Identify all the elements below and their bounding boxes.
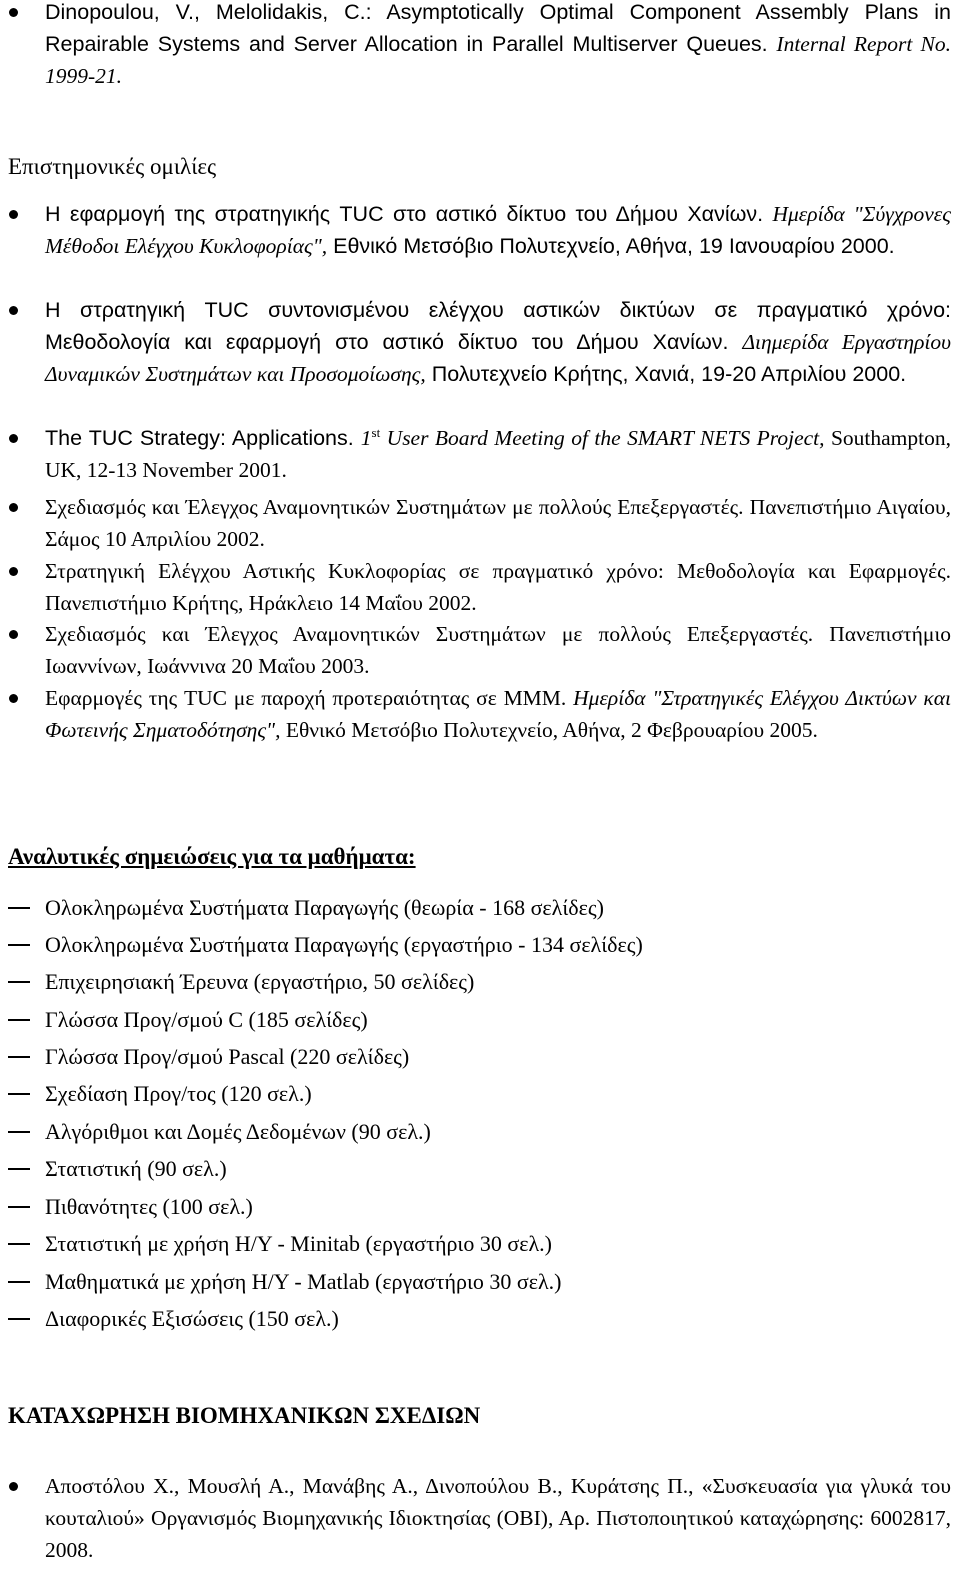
- talk-item: [45, 618, 951, 682]
- note-text: Αλγόριθμοι και Δομές Δεδομένων (90 σελ.): [45, 1119, 431, 1144]
- talk-place: Πολυτεχνείο Κρήτης, Χανιά, 19-20 Απριλίου 2000.: [425, 362, 907, 386]
- note-item: [45, 1303, 339, 1335]
- talk-place: Πανεπιστήμιο Αιγαίου, Σάμος 10 Απριλίου 2002.: [45, 495, 951, 551]
- note-text: Σχεδίαση Προγ/τος (120 σελ.): [45, 1081, 312, 1106]
- reference-title: Asymptotically Optimal Component Assembly Plans in Repairable Systems and Server Allocation in Parallel Multiserver Queues.: [45, 0, 951, 56]
- talk-title: The TUC Strategy: Applications.: [45, 426, 361, 450]
- dash-icon: [8, 1056, 30, 1058]
- reference-entry: [45, 0, 951, 92]
- note-text: Μαθηματικά με χρήση Η/Υ - Matlab (εργαστήριο 30 σελ.): [45, 1269, 562, 1294]
- dash-icon: [8, 1281, 30, 1283]
- dash-icon: [8, 981, 30, 983]
- note-item: [45, 966, 474, 998]
- bullet-icon: [9, 567, 18, 576]
- talk-title: Σχεδιασμός και Έλεγχος Αναμονητικών Συστημάτων με πολλούς Επεξεργαστές.: [45, 495, 744, 519]
- talk-place: Πανεπιστήμιο Κρήτης, Ηράκλειο 14 Μαΐου 2002.: [45, 591, 477, 615]
- dash-icon: [8, 944, 30, 946]
- talk-event: Διημερίδα Εργαστηρίου Δυναμικών Συστημάτων και Προσομοίωσης,: [45, 330, 951, 386]
- note-text: Γλώσσα Προγ/σμού C (185 σελίδες): [45, 1007, 368, 1032]
- note-text: Πιθανότητες (100 σελ.): [45, 1194, 253, 1219]
- talk-event: Ημερίδα "Σύγχρονες Μέθοδοι Ελέγχου Κυκλοφορίας",: [45, 202, 951, 258]
- design-authors: Αποστόλου Χ., Μουσλή Α., Μανάβης Α., Δινοπούλου Β., Κυράτσης Π.,: [45, 1474, 702, 1498]
- bullet-icon: [9, 694, 18, 703]
- dash-icon: [8, 1131, 30, 1133]
- note-text: Στατιστική με χρήση Η/Υ - Minitab (εργαστήριο 30 σελ.): [45, 1231, 552, 1256]
- note-item: [45, 892, 604, 924]
- talk-place: Southampton, UK, 12-13 November 2001.: [45, 426, 952, 482]
- design-item: [45, 1470, 951, 1566]
- talk-event-ordinal: st: [371, 424, 381, 440]
- talk-item: [45, 198, 951, 262]
- talk-event: User Board Meeting of the SMART NETS Project,: [380, 426, 825, 450]
- talk-event-number: 1: [360, 426, 372, 450]
- talk-item: [45, 422, 951, 486]
- design-title: «Συσκευασία για γλυκά του κουταλιού»: [45, 1474, 951, 1530]
- note-text: Ολοκληρωμένα Συστήματα Παραγωγής (θεωρία - 168 σελίδες): [45, 895, 604, 920]
- talk-item: [45, 491, 951, 555]
- dash-icon: [8, 1168, 30, 1170]
- reference-authors: Dinopoulou, V., Melolidakis, C.:: [45, 0, 387, 24]
- dash-icon: [8, 1206, 30, 1208]
- talk-title: Η στρατηγική TUC συντονισμένου ελέγχου αστικών δικτύων σε πραγματικό χρόνο: Μεθοδολογία και εφαρμογή στο αστικό δίκτυο του Δήμου Χανίων.: [45, 298, 951, 354]
- talk-place: Εθνικό Μετσόβιο Πολυτεχνείο, Αθήνα, 19 Ιανουαρίου 2000.: [327, 234, 895, 258]
- talk-title: Στρατηγική Ελέγχου Αστικής Κυκλοφορίας σε πραγματικό χρόνο: Μεθοδολογία και Εφαρμογές.: [45, 559, 951, 583]
- talk-title: Σχεδιασμός και Έλεγχος Αναμονητικών Συστημάτων με πολλούς Επεξεργαστές.: [45, 622, 814, 646]
- note-item: [45, 1153, 227, 1185]
- talk-place: Πανεπιστήμιο Ιωαννίνων, Ιωάννινα 20 Μαΐου 2003.: [45, 622, 951, 678]
- note-item: [45, 1116, 431, 1148]
- dash-icon: [8, 907, 30, 909]
- talk-item: [45, 294, 951, 390]
- bullet-icon: [9, 306, 18, 315]
- bullet-icon: [9, 8, 18, 17]
- note-item: [45, 929, 643, 961]
- note-item: [45, 1191, 253, 1223]
- talk-event: Ημερίδα "Στρατηγικές Ελέγχου Δικτύων και Φωτεινής Σηματοδότησης",: [45, 686, 951, 742]
- note-text: Στατιστική (90 σελ.): [45, 1156, 227, 1181]
- dash-icon: [8, 1093, 30, 1095]
- note-item: [45, 1266, 561, 1298]
- note-text: Γλώσσα Προγ/σμού Pascal (220 σελίδες): [45, 1044, 410, 1069]
- note-item: [45, 1228, 552, 1260]
- talk-item: [45, 682, 951, 746]
- designs-heading: ΚΑΤΑΧΩΡΗΣΗ ΒΙΟΜΗΧΑΝΙΚΩΝ ΣΧΕΔΙΩΝ: [8, 1403, 481, 1428]
- talk-title: Η εφαρμογή της στρατηγικής TUC στο αστικό δίκτυο του Δήμου Χανίων.: [45, 202, 773, 226]
- dash-icon: [8, 1019, 30, 1021]
- note-text: Ολοκληρωμένα Συστήματα Παραγωγής (εργαστήριο - 134 σελίδες): [45, 932, 643, 957]
- note-text: Διαφορικές Εξισώσεις (150 σελ.): [45, 1306, 339, 1331]
- design-details: Οργανισμός Βιομηχανικής Ιδιοκτησίας (ΟΒΙ), Αρ. Πιστοποιητικού καταχώρησης: 6002817, 2008.: [45, 1506, 951, 1562]
- bullet-icon: [9, 210, 18, 219]
- note-text: Επιχειρησιακή Έρευνα (εργαστήριο, 50 σελίδες): [45, 969, 475, 994]
- bullet-icon: [9, 503, 18, 512]
- reference-report: Internal Report No. 1999-21.: [45, 32, 951, 88]
- bullet-icon: [9, 1482, 18, 1491]
- bullet-icon: [9, 434, 18, 443]
- talk-title: Εφαρμογές της TUC με παροχή προτεραιότητας σε MMM.: [45, 686, 574, 710]
- notes-heading: Αναλυτικές σημειώσεις για τα μαθήματα:: [8, 844, 416, 869]
- talk-item: [45, 555, 951, 619]
- dash-icon: [8, 1318, 30, 1320]
- note-item: [45, 1078, 312, 1110]
- note-item: [45, 1004, 368, 1036]
- bullet-icon: [9, 630, 18, 639]
- dash-icon: [8, 1243, 30, 1245]
- note-item: [45, 1041, 409, 1073]
- talk-place: Εθνικό Μετσόβιο Πολυτεχνείο, Αθήνα, 2 Φεβρουαρίου 2005.: [280, 718, 818, 742]
- talks-heading: Επιστημονικές ομιλίες: [8, 154, 217, 179]
